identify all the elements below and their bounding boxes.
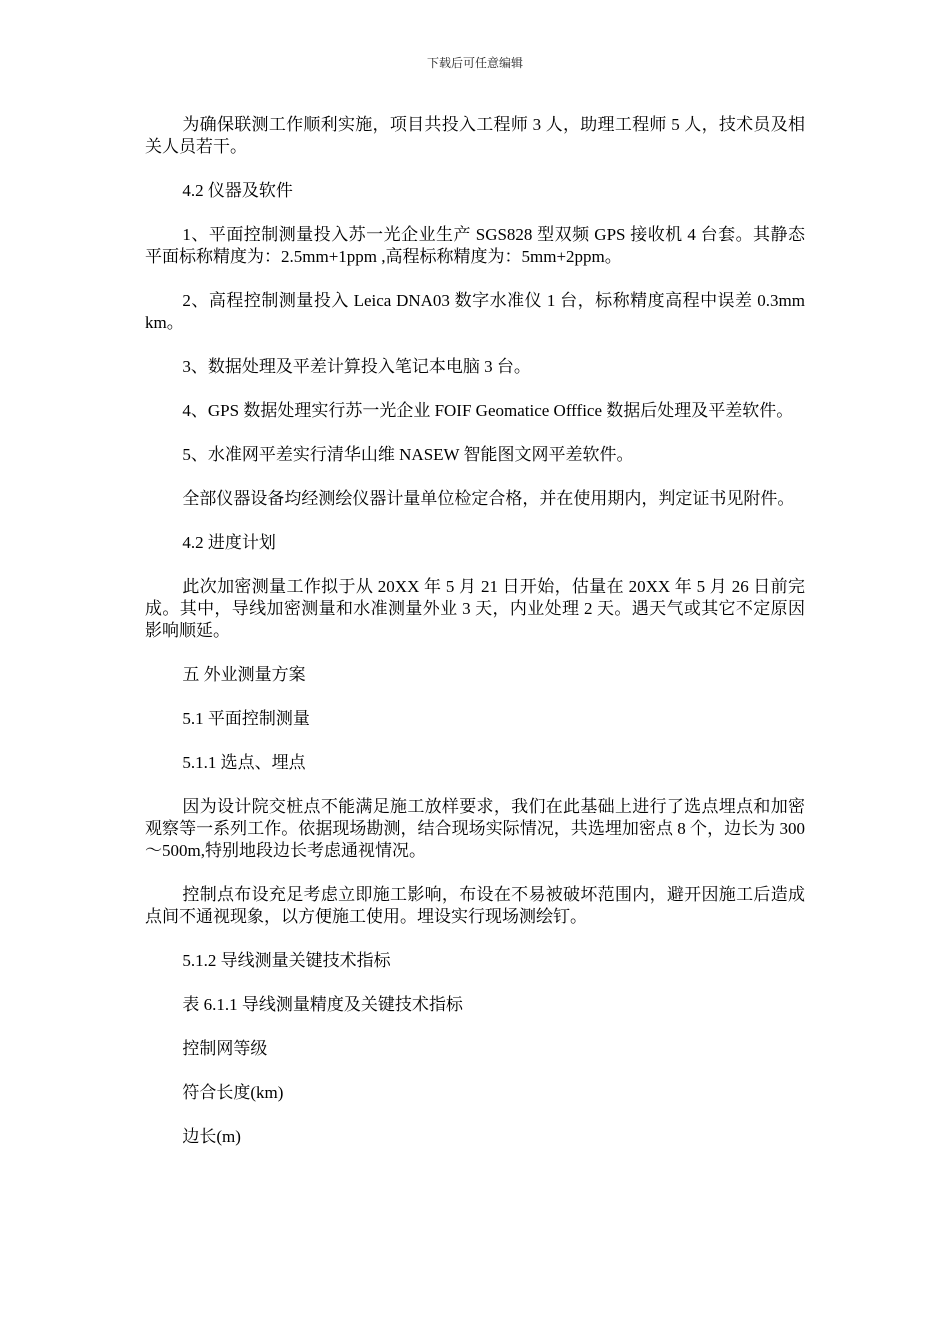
table-cell-side-length: 边长(m)	[182, 1127, 241, 1146]
paragraph-staffing: 为确保联测工作顺利实施，项目共投入工程师 3 人，助理工程师 5 人，技术员及相关人员若干。	[145, 115, 805, 156]
paragraph-point-selection: 因为设计院交桩点不能满足施工放样要求，我们在此基础上进行了选点埋点和加密观察等一系列工作。依据现场勘测，结合现场实际情况，共选埋加密点 8 个，边长为 300～500m,特别地段边长考虑通视情况。	[145, 797, 805, 860]
heading-traverse-specs: 5.1.2 导线测量关键技术指标	[182, 951, 391, 970]
paragraph-gps-receivers: 1、平面控制测量投入苏一光企业生产 SGS828 型双频 GPS 接收机 4 台套。其静态平面标称精度为：2.5mm+1ppm ,高程标称精度为：5mm+2ppm。	[145, 225, 805, 266]
paragraph-level-instrument: 2、高程控制测量投入 Leica DNA03 数字水准仪 1 台，标称精度高程中误差 0.3mm km。	[145, 291, 805, 332]
heading-field-survey-plan: 五 外业测量方案	[182, 665, 306, 684]
paragraph-computers: 3、数据处理及平差计算投入笔记本电脑 3 台。	[182, 357, 531, 376]
paragraph-schedule: 此次加密测量工作拟于从 20XX 年 5 月 21 日开始，估量在 20XX 年 5 月 26 日前完成。其中，导线加密测量和水准测量外业 3 天，内业处理 2 天。遇天气或其它不定原因影响顺延。	[145, 577, 805, 640]
table-caption: 表 6.1.1 导线测量精度及关键技术指标	[182, 995, 463, 1014]
heading-schedule: 4.2 进度计划	[182, 533, 276, 552]
paragraph-gps-software: 4、GPS 数据处理实行苏一光企业 FOIF Geomatice Offfice 数据后处理及平差软件。	[182, 401, 794, 420]
heading-point-selection: 5.1.1 选点、埋点	[182, 753, 306, 772]
paragraph-calibration: 全部仪器设备均经测绘仪器计量单位检定合格，并在使用期内，判定证书见附件。	[182, 489, 795, 508]
table-cell-grade: 控制网等级	[182, 1039, 268, 1058]
paragraph-point-layout: 控制点布设充足考虑立即施工影响，布设在不易被破坏范围内，避开因施工后造成点间不通视现象，以方便施工使用。埋设实行现场测绘钉。	[145, 885, 805, 926]
document-body	[145, 114, 805, 1170]
heading-instruments-software: 4.2 仪器及软件	[182, 181, 293, 200]
paragraph-leveling-software: 5、水准网平差实行清华山维 NASEW 智能图文网平差软件。	[182, 445, 634, 464]
heading-horizontal-control: 5.1 平面控制测量	[182, 709, 310, 728]
page-header: 下载后可任意编辑	[426, 56, 523, 70]
table-cell-length: 符合长度(km)	[182, 1083, 284, 1102]
